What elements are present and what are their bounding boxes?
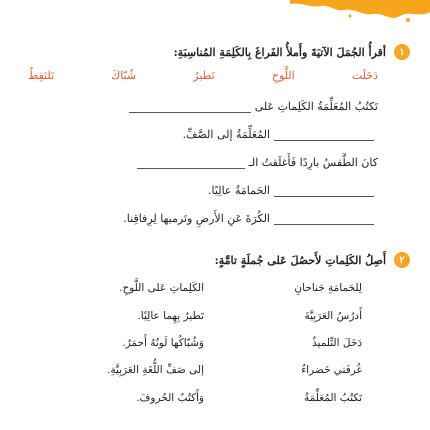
match-left-item[interactable]: تَطيرُ بِهِما عالِيًا. <box>137 310 204 322</box>
match-left-item[interactable]: وَشُبّاكُها لَونُهُ أَحمَرُ. <box>122 337 204 349</box>
match-right-item[interactable]: أَدرُسُ العَرَبِيَّةَ <box>304 310 362 322</box>
exercise-1-header <box>174 44 410 60</box>
word-bank-item: تَطيرُ <box>193 69 215 82</box>
sentence-4-blank[interactable] <box>274 186 374 197</box>
exercise-1-title: أقرأُ الجُمَلَ الآتيَةَ وأَملأُ الفَراغَ بِالكَلِمَةِ المُناسِبَةِ: <box>173 45 386 59</box>
sentence-1-text: تَكتُبُ المُعَلِّمَةُ الكَلِماتِ عَلى <box>254 100 378 113</box>
sentence-2 <box>40 128 378 141</box>
match-left-item[interactable]: الكَلِماتِ عَلى اللَّوحِ. <box>119 282 204 294</box>
exercise-2-number: ٢ <box>394 252 410 268</box>
word-bank-item: تَلتَقِطُ <box>28 69 55 82</box>
match-right-item[interactable]: تَكتُبُ المُعَلِّمَةُ <box>304 392 362 404</box>
sentence-3-blank[interactable] <box>137 158 245 169</box>
word-bank-item: شُبّاكَ <box>111 69 137 82</box>
sentence-4-text: الحَمامَةُ عالِيًا. <box>208 184 270 197</box>
match-right-item[interactable]: دَخَلَ التِّلميذُ <box>312 337 362 349</box>
sentence-1 <box>40 100 378 113</box>
orange-paint-splash <box>290 0 430 24</box>
sentence-2-blank[interactable] <box>274 130 374 141</box>
exercise-2-title: أَصِلُ الكَلِماتِ لأَحصُلَ عَلى جُملَةٍ تامَّةٍ: <box>214 253 386 267</box>
sentence-5-blank[interactable] <box>274 214 374 225</box>
word-bank-item: دَخَلَت <box>351 69 378 82</box>
sentence-2-text: المُعَلِّمَةُ إلى الصَّفِّ. <box>182 128 270 141</box>
exercise-2-header <box>215 252 410 268</box>
sentence-5 <box>40 212 378 225</box>
exercise-1-number: ١ <box>394 44 410 60</box>
sentence-1-blank[interactable] <box>129 102 251 113</box>
word-bank-item: اللَّوحِ <box>271 69 295 82</box>
match-right-item[interactable]: غُرفَتي خَضراءُ <box>301 364 362 376</box>
sentence-4 <box>40 184 378 197</box>
match-left-item[interactable]: إلى صَفِّ اللُّغَةِ العَرَبِيَّةِ. <box>107 364 204 376</box>
match-left-item[interactable]: وَأَكتُبُ الحُروفَ. <box>136 392 204 404</box>
sentence-3-text: كانَ الطَّقسُ بارِدًا فَأَغلَقتُ الـ <box>248 156 378 169</box>
sentence-3 <box>40 156 378 169</box>
word-bank <box>28 69 378 82</box>
sentence-5-text: الكُرَةَ عَنِ الأَرضِ وتَرميها لِرِفاقِنا. <box>123 212 270 225</box>
match-right-item[interactable]: لِلحَمامَةِ جَناحانِ <box>294 282 362 294</box>
